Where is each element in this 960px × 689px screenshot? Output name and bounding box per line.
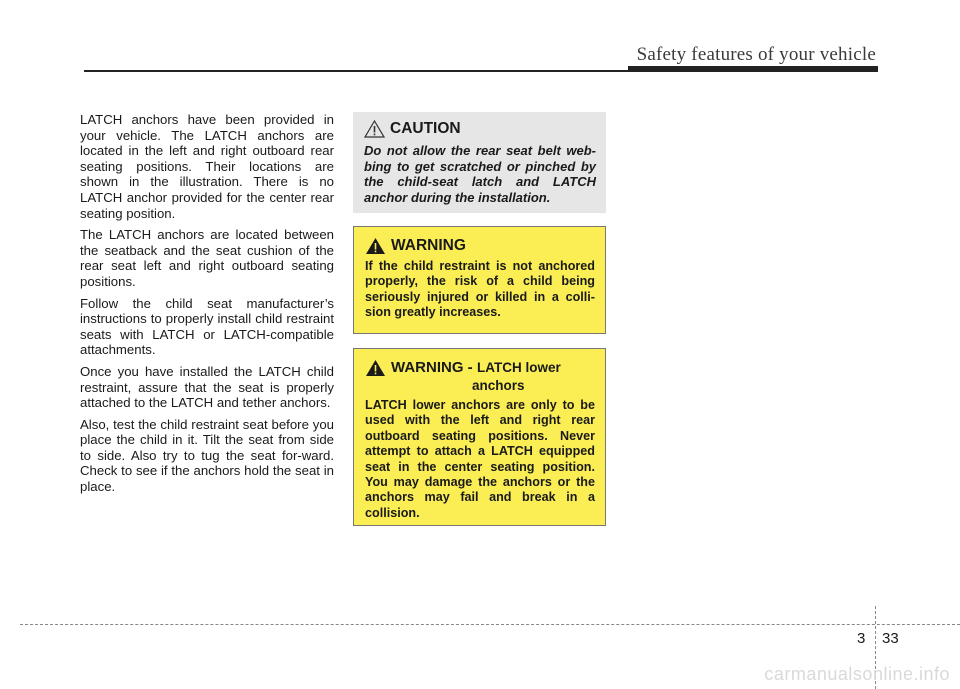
warning-text: If the child restraint is not anchored properly, the risk of a child being seriously injured or killed in a colli-sion greatly increases.: [365, 259, 595, 320]
latch-warning-heading: [365, 359, 595, 377]
warning-triangle-filled-icon: [365, 237, 386, 255]
section-title: Safety features of your vehicle: [636, 44, 876, 65]
latch-warning-subtitle: LATCH lower: [476, 360, 561, 375]
body-text-column: [80, 112, 334, 501]
chapter-number: 3: [857, 630, 866, 647]
page-number: 33: [882, 630, 899, 647]
footer-rule: [20, 624, 960, 625]
caution-title: CAUTION: [390, 120, 461, 137]
warning-triangle-filled-icon: [365, 359, 386, 377]
latch-warning-subtitle-cont: anchors: [472, 378, 525, 393]
paragraph: Follow the child seat manufacturer’s instructions to properly install child restraint seats with LATCH or LATCH-compatible attachments.: [80, 295, 334, 358]
warning-heading: [365, 237, 595, 255]
warning-box: [353, 226, 606, 334]
caution-box: [353, 112, 606, 213]
watermark: carmanualsonline.info: [764, 664, 950, 684]
caution-heading: [364, 120, 596, 138]
warning-title: WARNING: [391, 237, 466, 254]
paragraph: Once you have installed the LATCH child restraint, assure that the seat is properly attached to the LATCH and tether anchors.: [80, 363, 334, 411]
latch-warning-box: [353, 348, 606, 526]
paragraph: Also, test the child restraint seat before you place the child in it. Tilt the seat from side to side. Also try to tug the seat for-ward. Check to see if the anchors hold the seat in place.: [80, 416, 334, 495]
latch-warning-text: LATCH lower anchors are only to be used with the left and right rear outboard seating positions. Never attempt to attach a LATCH equipped seat in the center seating position. You may damage the anchors or the anchors may fail and break in a collision.: [365, 398, 595, 520]
paragraph: The LATCH anchors are located between the seatback and the seat cushion of the rear seat left and right outboard seating positions.: [80, 227, 334, 289]
warning-triangle-outline-icon: [364, 120, 385, 138]
caution-text: Do not allow the rear seat belt web-bing to get scratched or pinched by the child-seat latch and LATCH anchor during the installation.: [364, 143, 596, 205]
latch-warning-title: WARNING -: [391, 359, 473, 376]
header-rule-accent: [628, 66, 878, 72]
paragraph: LATCH anchors have been provided in your vehicle. The LATCH anchors are located in the left and right outboard rear seating positions. Their locations are shown in the illustration. There is no LATCH anchor provided for the center rear seating position.: [80, 112, 334, 221]
